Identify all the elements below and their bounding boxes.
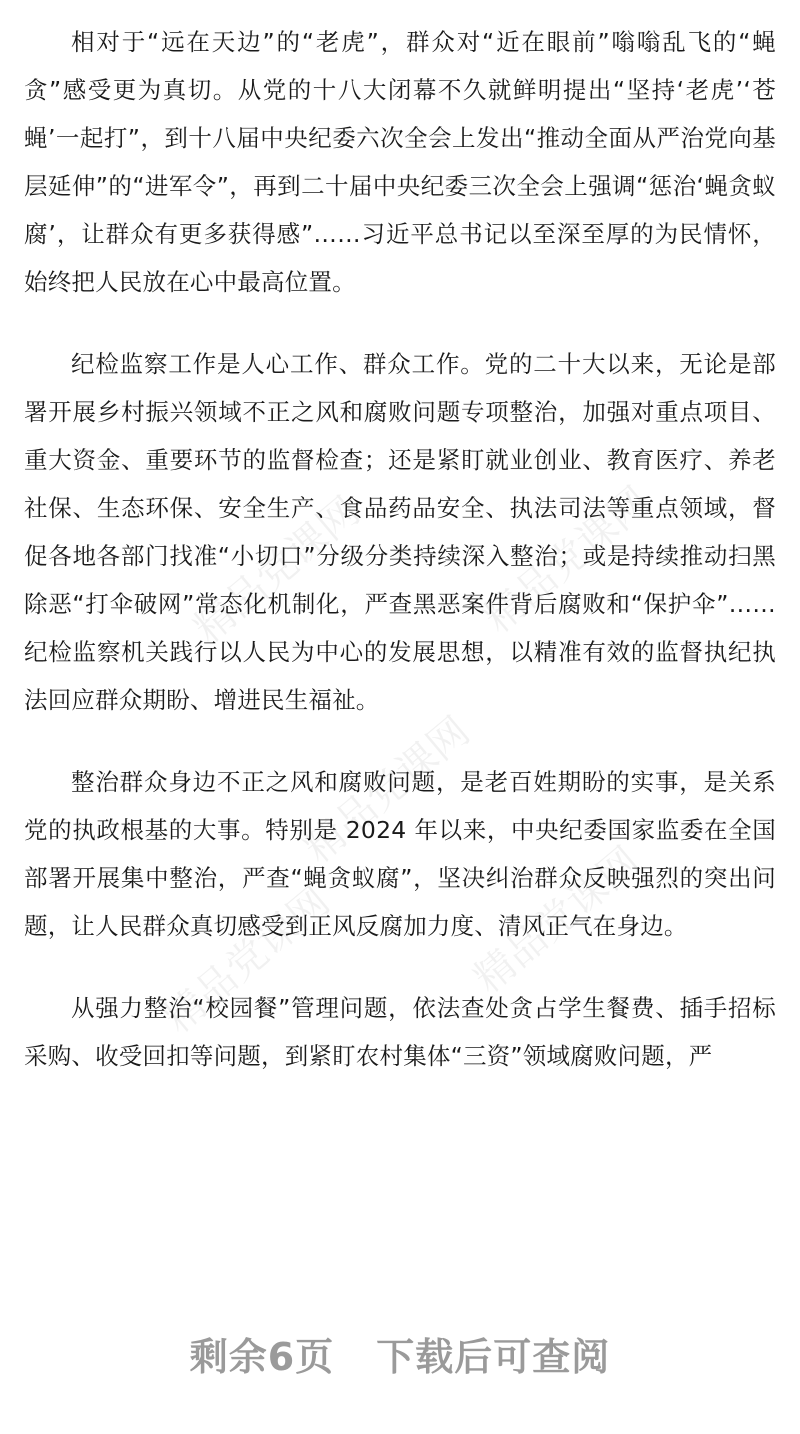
watermark: 精品党课网	[465, 838, 649, 1003]
article-body	[24, 18, 776, 1080]
watermark: 精品党课网	[295, 708, 479, 873]
watermark: 精品党课网	[185, 488, 369, 653]
paragraph-3: 整治群众身边不正之风和腐败问题，是老百姓期盼的实事，是关系党的执政根基的大事。特别是 2024 年以来，中央纪委国家监委在全国部署开展集中整治，严查“蝇贪蚁腐”，坚决纠治群众反映强烈的突出问题，让人民群众真切感受到正风反腐加力度、清风正气在身边。	[24, 768, 776, 940]
download-to-view-label: 下载后可查阅	[376, 1335, 611, 1379]
paragraph-4: 从强力整治“校园餐”管理问题，依法查处贪占学生餐费、插手招标采购、收受回扣等问题，到紧盯农村集体“三资”领域腐败问题，严	[24, 994, 776, 1070]
watermark: 精品党课网	[475, 478, 659, 643]
paragraph-2: 纪检监察工作是人心工作、群众工作。党的二十大以来，无论是部署开展乡村振兴领域不正之风和腐败问题专项整治，加强对重点项目、重大资金、重要环节的监督检查；还是紧盯就业创业、教育医疗、养老社保、生态环保、安全生产、食品药品安全、执法司法等重点领域，督促各地各部门找准“小切口”分级分类持续深入整治；或是持续推动扫黑除恶“打伞破网”常态化机制化，严查黑恶案件背后腐败和“保护伞”……纪检监察机关践行以人民为中心的发展思想，以精准有效的监督执纪执法回应群众期盼、增进民生福祉。	[24, 350, 776, 714]
paragraph-1: 相对于“远在天边”的“老虎”，群众对“近在眼前”嗡嗡乱飞的“蝇贪”感受更为真切。从党的十八大闭幕不久就鲜明提出“坚持‘老虎’‘苍蝇’一起打”，到十八届中央纪委六次全会上发出“推动全面从严治党向基层延伸”的“进军令”，再到二十届中央纪委三次全会上强调“惩治‘蝇贪蚁腐’，让群众有更多获得感”……习近平总书记以至深至厚的为民情怀，始终把人民放在心中最高位置。	[24, 28, 776, 296]
watermark: 精品党课网	[155, 878, 339, 1043]
download-prompt-banner[interactable]	[0, 1326, 800, 1381]
remaining-pages-label: 剩余6页	[189, 1335, 335, 1379]
